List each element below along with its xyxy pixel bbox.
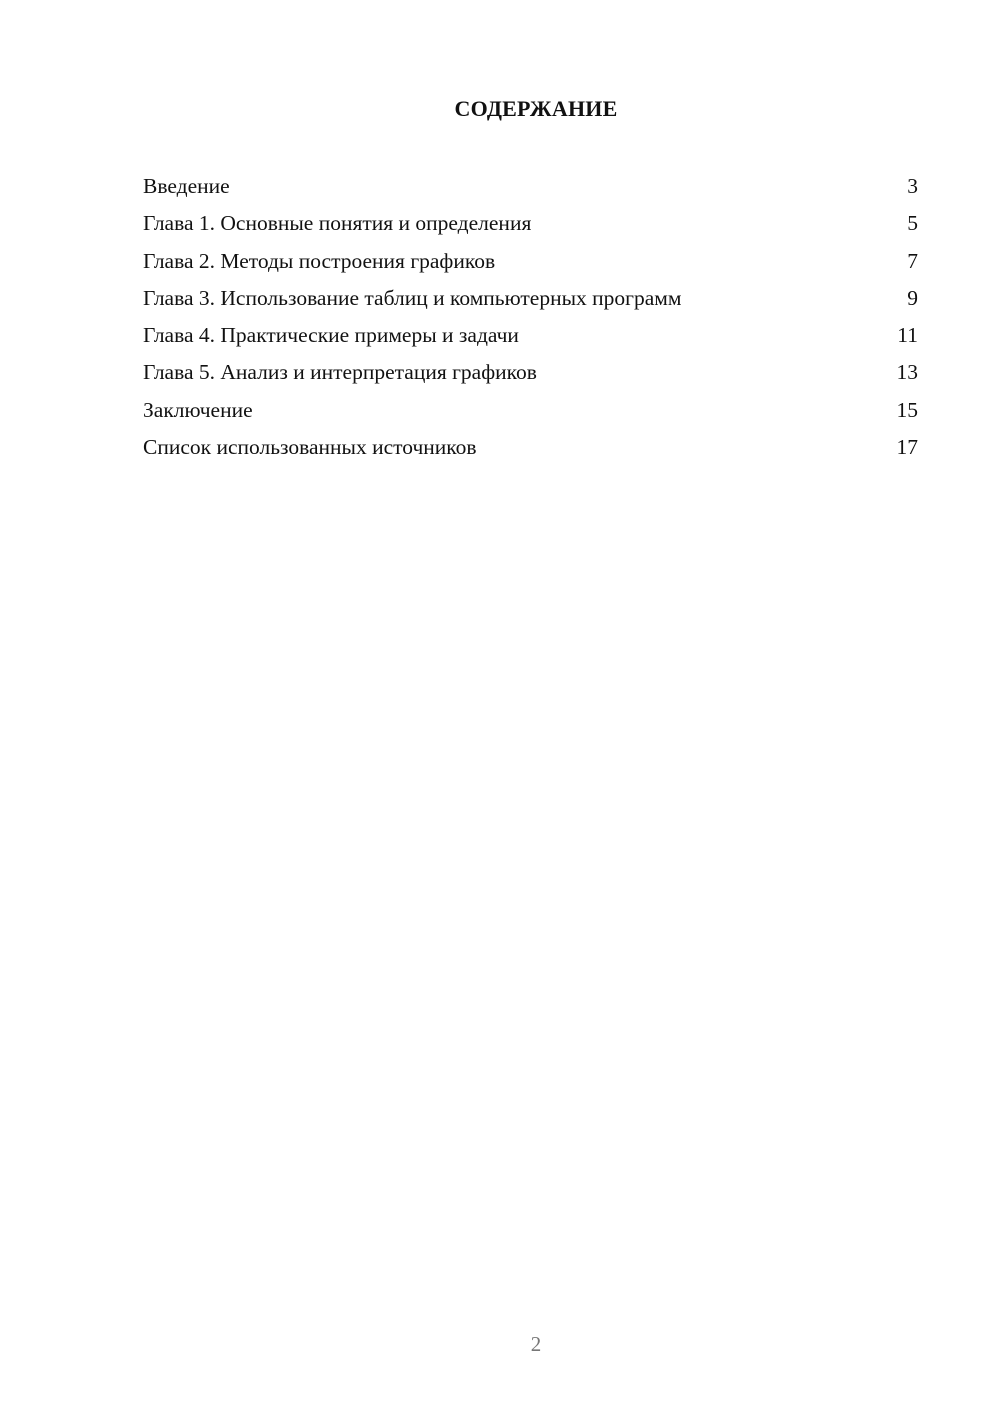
- toc-entry: [143, 354, 918, 391]
- toc-entry-page: 11: [897, 323, 918, 348]
- toc-entry: [143, 243, 918, 280]
- toc-entry: [143, 317, 918, 354]
- toc-entry: [143, 392, 918, 429]
- toc-entry-page: 5: [907, 211, 918, 236]
- toc-entry-title: Список использованных источников: [143, 435, 477, 460]
- toc-entry-page: 3: [907, 174, 918, 198]
- toc-entry-title: Глава 1. Основные понятия и определения: [143, 211, 532, 236]
- toc-entry-page: 7: [907, 248, 918, 273]
- toc-entry-title: Глава 3. Использование таблиц и компьютерных программ: [143, 285, 682, 310]
- toc-entry-page: 15: [896, 397, 918, 422]
- toc-list: [143, 168, 918, 466]
- toc-entry-page: 9: [907, 285, 918, 310]
- toc-entry-title: Глава 4. Практические примеры и задачи: [143, 323, 519, 348]
- toc-entry: [143, 429, 918, 466]
- toc-entry-title: Глава 2. Методы построения графиков: [143, 248, 496, 273]
- toc-entry-title: Глава 5. Анализ и интерпретация графиков: [143, 360, 537, 385]
- toc-entry-title: Заключение: [143, 397, 253, 422]
- toc-entry: [143, 280, 918, 317]
- toc-entry-page: 17: [896, 435, 918, 460]
- toc-entry: [143, 168, 918, 205]
- toc-entry-title: Введение: [143, 174, 230, 198]
- toc-entry-page: 13: [896, 360, 918, 385]
- toc-entry: [143, 205, 918, 242]
- toc-heading: СОДЕРЖАНИЕ: [454, 96, 618, 121]
- page-number: 2: [530, 1332, 542, 1356]
